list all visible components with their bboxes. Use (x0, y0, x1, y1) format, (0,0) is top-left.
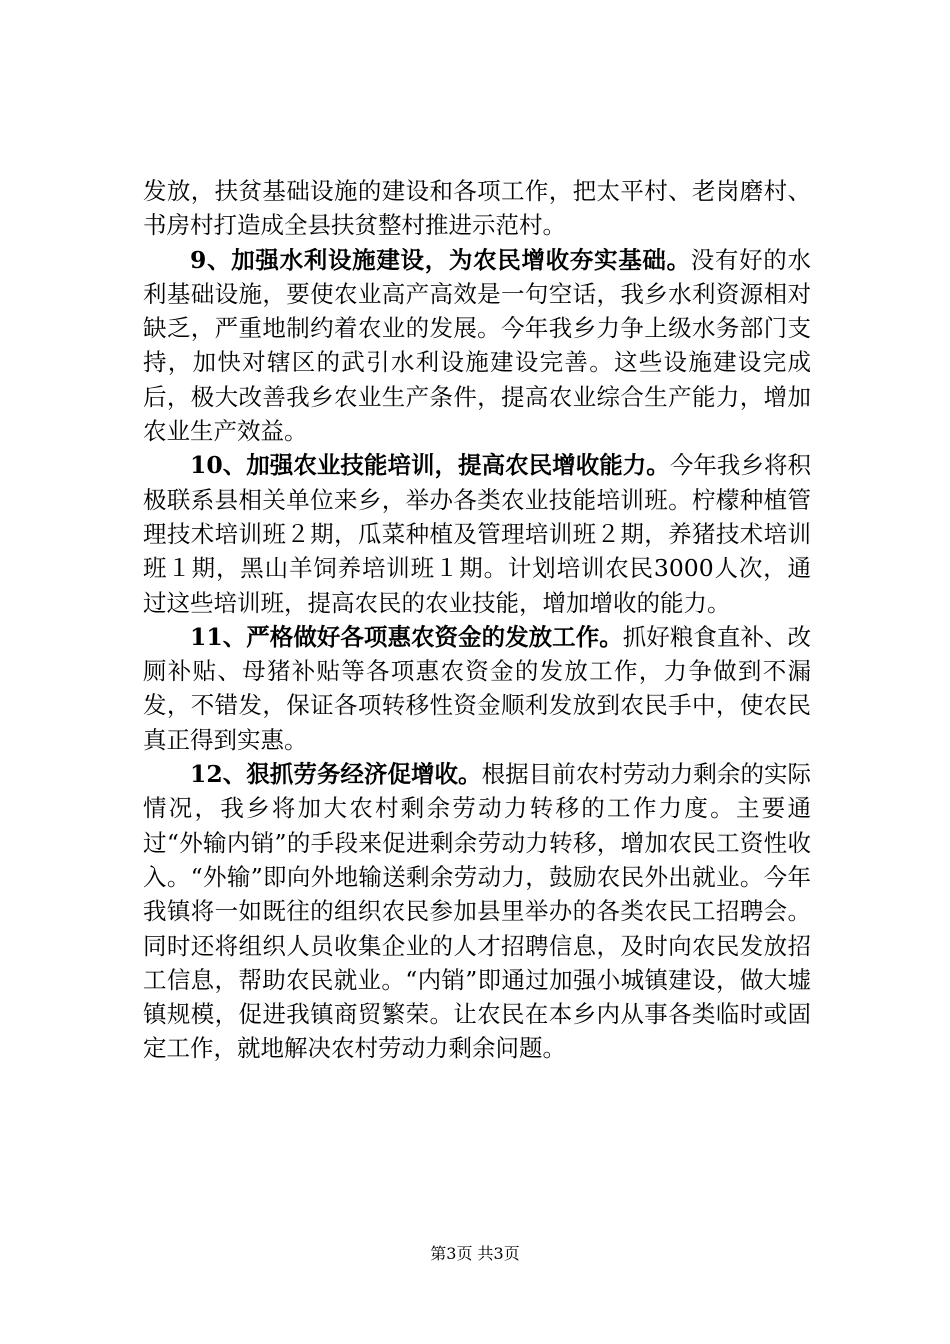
paragraph-lead: 9、加强水利设施建设，为农民增收夯实基础。 (190, 245, 691, 274)
paragraph-text: 根据目前农村劳动力剩余的实际情况，我乡将加大农村剩余劳动力转移的工作力度。主要通过“外输内销”的手段来促进剩余劳动力转移，增加农民工资性收入。“外输”即向外地输送剩余劳动力，鼓励农民外出就业。今年我镇将一如既往的组织农民参加县里举办的各类农民工招聘会。同时还将组织人员收集企业的人才招聘信息，及时向农民发放招工信息，帮助农民就业。“内销”即通过加强小城镇建设，做大墟镇规模，促进我镇商贸繁荣。让农民在本乡内从事各类临时或固定工作，就地解决农村劳动力剩余问题。 (143, 760, 812, 1063)
paragraph-lead: 12、狠抓劳务经济促增收。 (190, 760, 482, 789)
paragraph-continuation (143, 174, 811, 243)
paragraph-lead: 11、严格做好各项惠农资金的发放工作。 (190, 622, 623, 651)
paragraph-text: 今年我乡将积极联系县相关单位来乡，举办各类农业技能培训班。柠檬种植管理技术培训班２期，瓜菜种植及管理培训班２期，养猪技术培训班１期，黑山羊饲养培训班１期。计划培训农民3000人次，通过这些培训班，提高农民的农业技能，增加增收的能力。 (143, 451, 812, 617)
paragraph-text: 发放，扶贫基础设施的建设和各项工作，把太平村、老岗磨村、书房村打造成全县扶贫整村推进示范村。 (143, 177, 811, 240)
paragraph-text: 抓好粮食直补、改厕补贴、母猪补贴等各项惠农资金的发放工作，力争做到不漏发，不错发，保证各项转移性资金顺利发放到农民手中，使农民真正得到实惠。 (143, 622, 812, 754)
paragraph-lead: 10、加强农业技能培训，提高农民增收能力。 (190, 451, 670, 480)
page-footer (0, 1244, 950, 1264)
paragraph-item-11 (143, 620, 811, 757)
paragraph-text: 没有好的水利基础设施，要使农业高产高效是一句空话，我乡水利资源相对缺乏，严重地制约着农业的发展。今年我乡力争上级水务部门支持，加快对辖区的武引水利设施建设完善。这些设施建设完成后，极大改善我乡农业生产条件，提高农业综合生产能力，增加农业生产效益。 (143, 245, 811, 446)
paragraph-item-12 (143, 757, 811, 1066)
paragraph-item-10 (143, 448, 811, 619)
paragraph-item-9 (143, 243, 811, 449)
page-number-label: 第3页 共3页 (430, 1244, 520, 1263)
document-body (143, 174, 811, 1066)
